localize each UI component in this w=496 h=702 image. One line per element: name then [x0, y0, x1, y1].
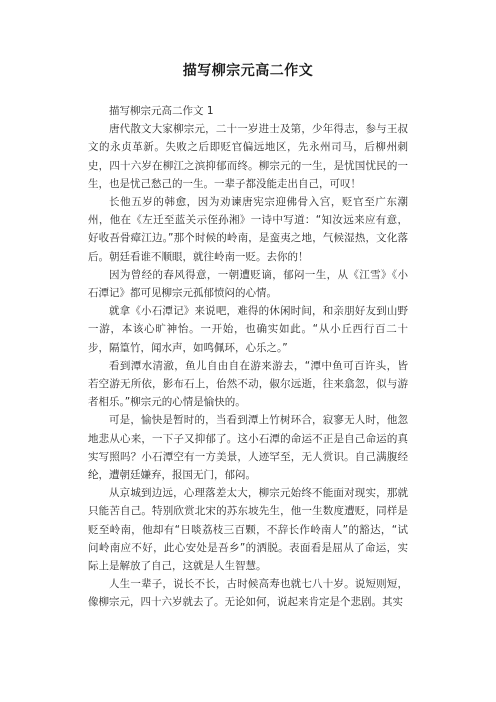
document-title: 描写柳宗元高二作文: [182, 63, 314, 79]
paragraph-5: 看到潭水清澈，鱼儿自由自在游来游去，“潭中鱼可百许头，皆若空游无所依，影布石上，佁然不动，俶尔远逝，往来翕忽，似与游者相乐。”柳宗元的心情是愉快的。: [88, 359, 408, 409]
paragraph-2: 长他五岁的韩愈，因为劝谏唐宪宗迎佛骨入宫，贬官至广东潮州，他在《左迁至蓝关示侄孙湘》一诗中写道：“知汝远来应有意，好收吾骨瘴江边。”那个时候的岭南，是蛮夷之地，气候湿热，文化落后。朝廷看谁不顺眼，就往岭南一贬。去你的！: [88, 196, 408, 263]
paragraph-7: 从京城到边远，心理落差太大，柳宗元始终不能面对现实，那就只能苦自己。特别欣赏北宋的苏东坡先生，他一生数度遭贬，同样是贬至岭南，他却有“日啖荔枝三百颗，不辞长作岭南人”的豁达，“试问岭南应不好，此心安处是吾乡”的洒脱。表面看是屈从了命运，实际上是解放了自己，这就是人生智慧。: [88, 487, 408, 573]
document-subtitle: 描写柳宗元高二作文 1: [109, 105, 214, 117]
paragraph-4: 就拿《小石潭记》来说吧，难得的休闲时间，和亲朋好友到山野一游，本该心旷神怡。一开始，也确实如此。“从小丘西行百二十步，隔篁竹，闻水声，如鸣佩环，心乐之。”: [88, 305, 408, 354]
paragraph-6: 可是，愉快是暂时的，当看到潭上竹树环合，寂寥无人时，他忽地悲从心来，一下子又抑郁了。这小石潭的命运不正是自己命运的真实写照吗？小石潭空有一方美景，人迹罕至，无人赏识。自己满腹经纶，遭朝廷嫌弃，报国无门，郁闷。: [88, 414, 408, 482]
paragraph-1: 唐代散文大家柳宗元，二十一岁进士及第，少年得志，参与王叔文的永贞革新。失败之后即贬官偏远地区，先永州司马，后柳州刺史，四十六岁在柳江之滨抑郁而终。柳宗元的一生，是忧国忧民的一生，也是忧己愁己的一生。一辈子都没能走出自己，可叹！: [88, 123, 408, 190]
paragraph-8: 人生一辈子，说长不长，古时候高寿也就七八十岁。说短则短，像柳宗元，四十六岁就去了。无论如何，说起来肯定是个悲剧。其实: [88, 578, 408, 609]
paragraph-3: 因为曾经的春风得意，一朝遭贬谪，郁闷一生，从《江雪》《小石潭记》都可见柳宗元孤郁愤闷的心情。: [88, 268, 408, 300]
